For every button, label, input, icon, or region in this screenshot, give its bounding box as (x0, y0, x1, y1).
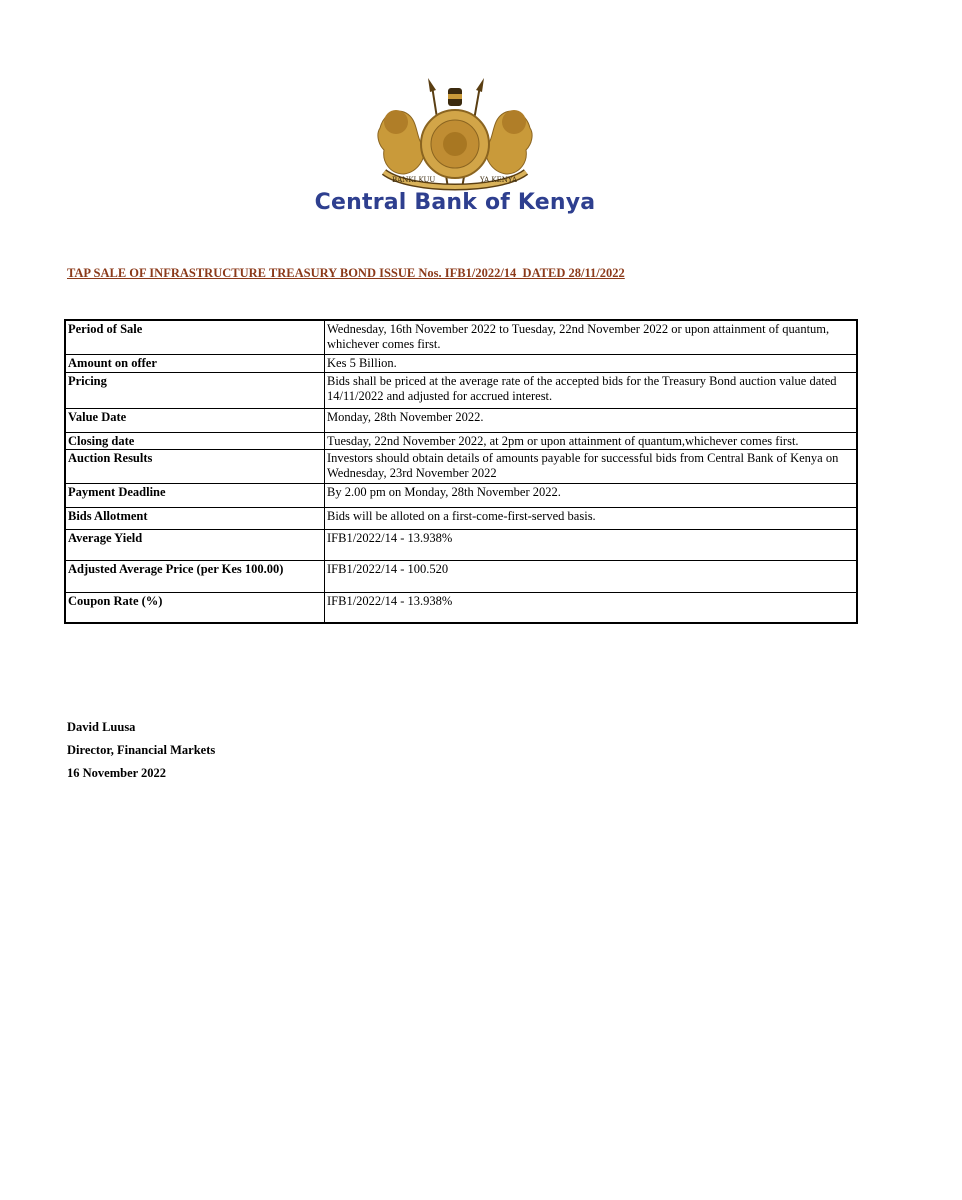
signatory-role: Director, Financial Markets (67, 743, 216, 757)
row-label: Coupon Rate (%) (65, 592, 325, 623)
table-row (65, 592, 857, 623)
row-label: Pricing (65, 372, 325, 408)
bond-details-table (64, 319, 858, 624)
cbk-coat-of-arms-icon (370, 76, 540, 196)
table-row (65, 354, 857, 372)
table-row (65, 432, 857, 449)
row-value: Bids shall be priced at the average rate of the accepted bids for the Treasury Bond auction value dated 14/11/2022 and adjusted for accrued interest. (325, 372, 858, 408)
bank-name: Central Bank of Kenya (314, 190, 596, 215)
table-row (65, 483, 857, 507)
row-value: Monday, 28th November 2022. (325, 408, 858, 432)
row-value: Bids will be alloted on a first-come-first-served basis. (325, 507, 858, 529)
row-value: IFB1/2022/14 - 13.938% (325, 529, 858, 560)
document-title: TAP SALE OF INFRASTRUCTURE TREASURY BOND ISSUE Nos. IFB1/2022/14 DATED 28/11/2022 (67, 266, 625, 280)
row-value: Kes 5 Billion. (325, 354, 858, 372)
row-label: Adjusted Average Price (per Kes 100.00) (65, 560, 325, 592)
signature-date: 16 November 2022 (67, 766, 167, 780)
table-row (65, 320, 857, 354)
table-row (65, 372, 857, 408)
row-value: Investors should obtain details of amounts payable for successful bids from Central Bank of Kenya on Wednesday, 23rd November 2022 (325, 449, 858, 483)
row-label: Period of Sale (65, 320, 325, 354)
table-row (65, 529, 857, 560)
signature-block (67, 716, 215, 785)
row-label: Auction Results (65, 449, 325, 483)
table-row (65, 449, 857, 483)
row-label: Average Yield (65, 529, 325, 560)
row-label: Closing date (65, 432, 325, 449)
signatory-name: David Luusa (67, 720, 136, 734)
table-row (65, 560, 857, 592)
row-value: Tuesday, 22nd November 2022, at 2pm or upon attainment of quantum,whichever comes first. (325, 432, 858, 449)
row-value: IFB1/2022/14 - 13.938% (325, 592, 858, 623)
row-value: IFB1/2022/14 - 100.520 (325, 560, 858, 592)
row-label: Payment Deadline (65, 483, 325, 507)
table-row (65, 507, 857, 529)
row-label: Bids Allotment (65, 507, 325, 529)
row-value: Wednesday, 16th November 2022 to Tuesday, 22nd November 2022 or upon attainment of quantum, whichever comes first. (325, 320, 858, 354)
table-row (65, 408, 857, 432)
row-value: By 2.00 pm on Monday, 28th November 2022. (325, 483, 858, 507)
ring-text-left: BANKI KUU (392, 176, 436, 184)
row-label: Value Date (65, 408, 325, 432)
row-label: Amount on offer (65, 354, 325, 372)
ring-text-right: YA KENYA (480, 176, 517, 184)
